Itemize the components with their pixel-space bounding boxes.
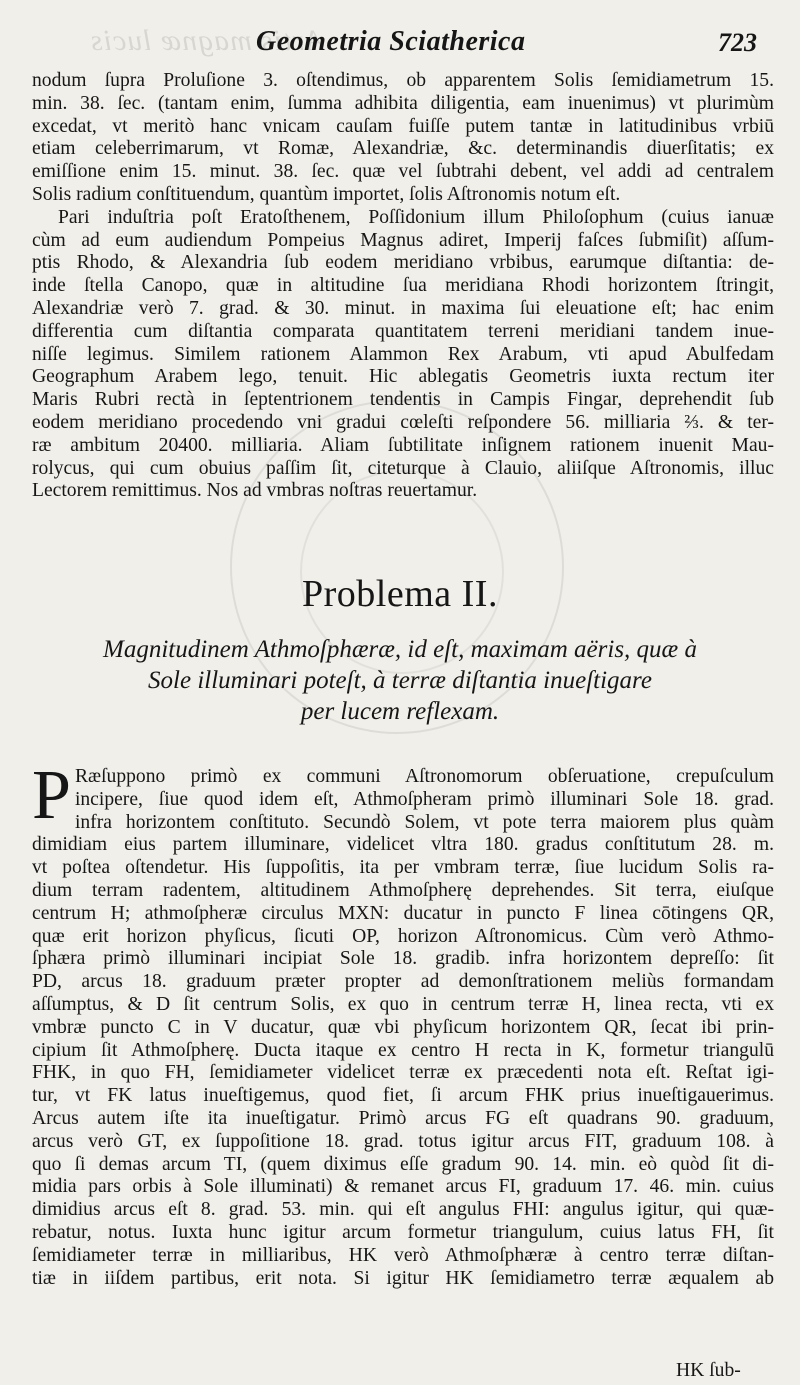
problem-statement [30,634,770,727]
text-line: Pari induſtria poſt Eratoſthenem, Poſſidonium illum Philoſophum (cuius ianuæ [58,206,774,228]
text-line: incipere, ſiue quod idem eſt, Athmoſpheram primò illuminari Sole 18. grad. [74,788,774,810]
text-line: rolycus, qui cum obuius paſſim ſit, citeturque à Clauio, aliiſque Aſtronomis, illuc [32,457,774,479]
text-line: Solis radium conſtituendum, quantùm importet, ſolis Aſtronomis notum eſt. [32,183,621,205]
text-line: cùm ad eum audiendum Pompeius Magnus adiret, Imperij faſces ſubmiſit) aſſum- [32,229,774,251]
text-line: cipium ſit Athmoſpherę. Ducta itaque ex centro H recta in K, formetur triangulū [32,1039,774,1061]
drop-capital: P [32,757,71,834]
text-line: infra horizontem conſtituto. Secundò Solem, vt pote terra maiorem plus quàm [74,811,774,833]
text-paragraph-1 [32,70,774,503]
text-line: vt poſtea oſtendetur. His ſuppoſitis, ita per vmbram terræ, ſiue lucidum Solis ra- [32,857,774,879]
text-line: ſphæra primò illuminari incipiat Sole 18. gradib. infra horizontem depreſſo: ſit [32,948,774,970]
text-line: Arcus autem iſte ita inueſtigatur. Primò arcus FG eſt quadrans 90. graduum, [32,1107,774,1129]
text-line: Alexandriæ verò 7. grad. & 30. minut. in maxima ſui eleuatione eſt; hac enim [32,297,774,319]
text-line: nodum ſupra Proluſione 3. oſtendimus, ob apparentem Solis ſemidiametrum 15. [32,70,774,91]
text-line: Maris Rubri rectà in ſeptentrionem tendentis in Campis Fingar, deprehendit ſub [32,389,774,411]
text-line: quæ erit horizon phyſicus, ſicuti OP, horizon Aſtronomicus. Cùm verò Athmo- [32,925,774,947]
text-line: Lectorem remittimus. Nos ad vmbras noſtras reuertamur. [32,480,478,502]
page-header [0,22,800,62]
text-line: PD, arcus 18. graduum præter propter ad demonſtrationem meliùs formandam [32,971,774,993]
text-line: etiam celeberrimarum, vt Romæ, Alexandriæ, &c. determinandis diuerſitatis; ex [32,138,774,160]
problem-statement-line: Sole illuminari poteſt, à terræ diſtantia inueſtigare [148,667,652,694]
running-head: Geometria Sciatherica [256,26,526,57]
text-line: aſſumptus, & D ſit centrum Solis, ex quo in centrum terræ H, linea recta, vti ex [32,993,774,1015]
catchword: HK ſub- [676,1360,741,1381]
text-line: ræ ambitum 20400. milliaria. Aliam ſubtilitate inſignem rationem inuenit Mau- [32,434,774,456]
text-line: dimidius arcus eſt 8. grad. 53. min. qui eſt angulus FHI: angulus igitur, qui quæ- [32,1199,774,1221]
text-line: differentia cum diſtantia comparata quantitatem terreni meridiani tandem inue- [32,320,774,342]
page-number: 723 [718,28,757,57]
problem-title: Problema II. [302,573,498,615]
text-line: excedat, vt meritò hanc vnicam cauſam fuiſſe putem tantæ in latitudinibus vrbiū [32,115,774,137]
text-line: midia pars orbis à Sole illuminati) & remanet arcus FI, graduum 17. 46. min. cuius [32,1176,774,1198]
text-line: rebatur, notus. Iuxta hunc igitur arcum formetur triangulum, cuius latus FH, ſit [32,1221,774,1243]
text-line: Ræſuppono primò ex communi Aſtronomorum obſeruatione, crepuſculum [74,766,774,787]
text-line: Geographum Arabem lego, tenuit. Hic ablegatis Geometris iuxta rectum iter [32,366,774,388]
text-line: tiæ in iiſdem partibus, erit nota. Si igitur HK ſemidiametro terræ æqualem ab [32,1267,774,1289]
text-line: min. 38. ſec. (tantam enim, ſumma adhibita diligentia, eam inuenimus) vt plurimùm [32,92,774,114]
text-line: ptis Rhodo, & Alexandria ſub eodem meridiano vrbibus, earumque diſtantia: de- [32,252,774,274]
text-line: ſemidiameter terræ in milliaribus, HK verò Athmoſphæræ à centro terræ diſtan- [32,1244,774,1266]
text-line: quo ſi demas arcum TI, (quem diximus eſſe gradum 90. 14. min. eò quòd ſit di- [32,1153,774,1175]
problem-statement-line: Magnitudinem Athmoſphæræ, id eſt, maximam aëris, quæ à [103,636,697,663]
text-line: eodem meridiano procedendo vni gradui cœleſti reſpondere 56. milliaria ⅔. & ter- [32,411,774,433]
text-line: FHK, in quo FH, ſemidiameter videlicet terræ ex præcedenti nota eſt. Reſtat igi- [32,1062,774,1084]
text-line: tur, vt FK latus inueſtigemus, quod fiet, ſi arcum FHK prius inueſtigauerimus. [32,1085,774,1107]
text-line: vmbræ puncto C in V ducatur, quæ vbi phyſicum horizontem QR, ſecat ibi prin- [32,1016,774,1038]
text-line: arcus verò GT, ex ſuppoſitione 18. grad. totus igitur arcus FIT, graduum 108. à [32,1130,774,1152]
text-line: dimidiam eius partem illuminare, videlicet vltra 180. gradus conſtitutum 28. m. [32,834,774,856]
text-line: emiſſione enim 15. minut. 38. ſec. quæ vel ſubtrahi debent, vel addi ad centralem [32,161,774,183]
text-line: centrum H; athmoſpheræ circulus MXN: ducatur in puncto F linea cōtingens QR, [32,902,774,924]
problem-statement-line: per lucem reflexam. [300,698,500,725]
text-line: inde ſtella Canopo, quæ in altitudine ſua meridiana Rhodi horizontem ſtringit, [32,275,774,297]
bleed-through-heading: Artis magnæ lucis [90,24,324,57]
text-paragraph-3 [32,757,774,1290]
text-line: dium terram radentem, altitudinem Athmoſpherę deprehendes. Sit terra, eiuſque [32,879,774,901]
text-line: niſſe legimus. Similem rationem Alammon Rex Arabum, vti apud Abulfedam [32,343,774,365]
